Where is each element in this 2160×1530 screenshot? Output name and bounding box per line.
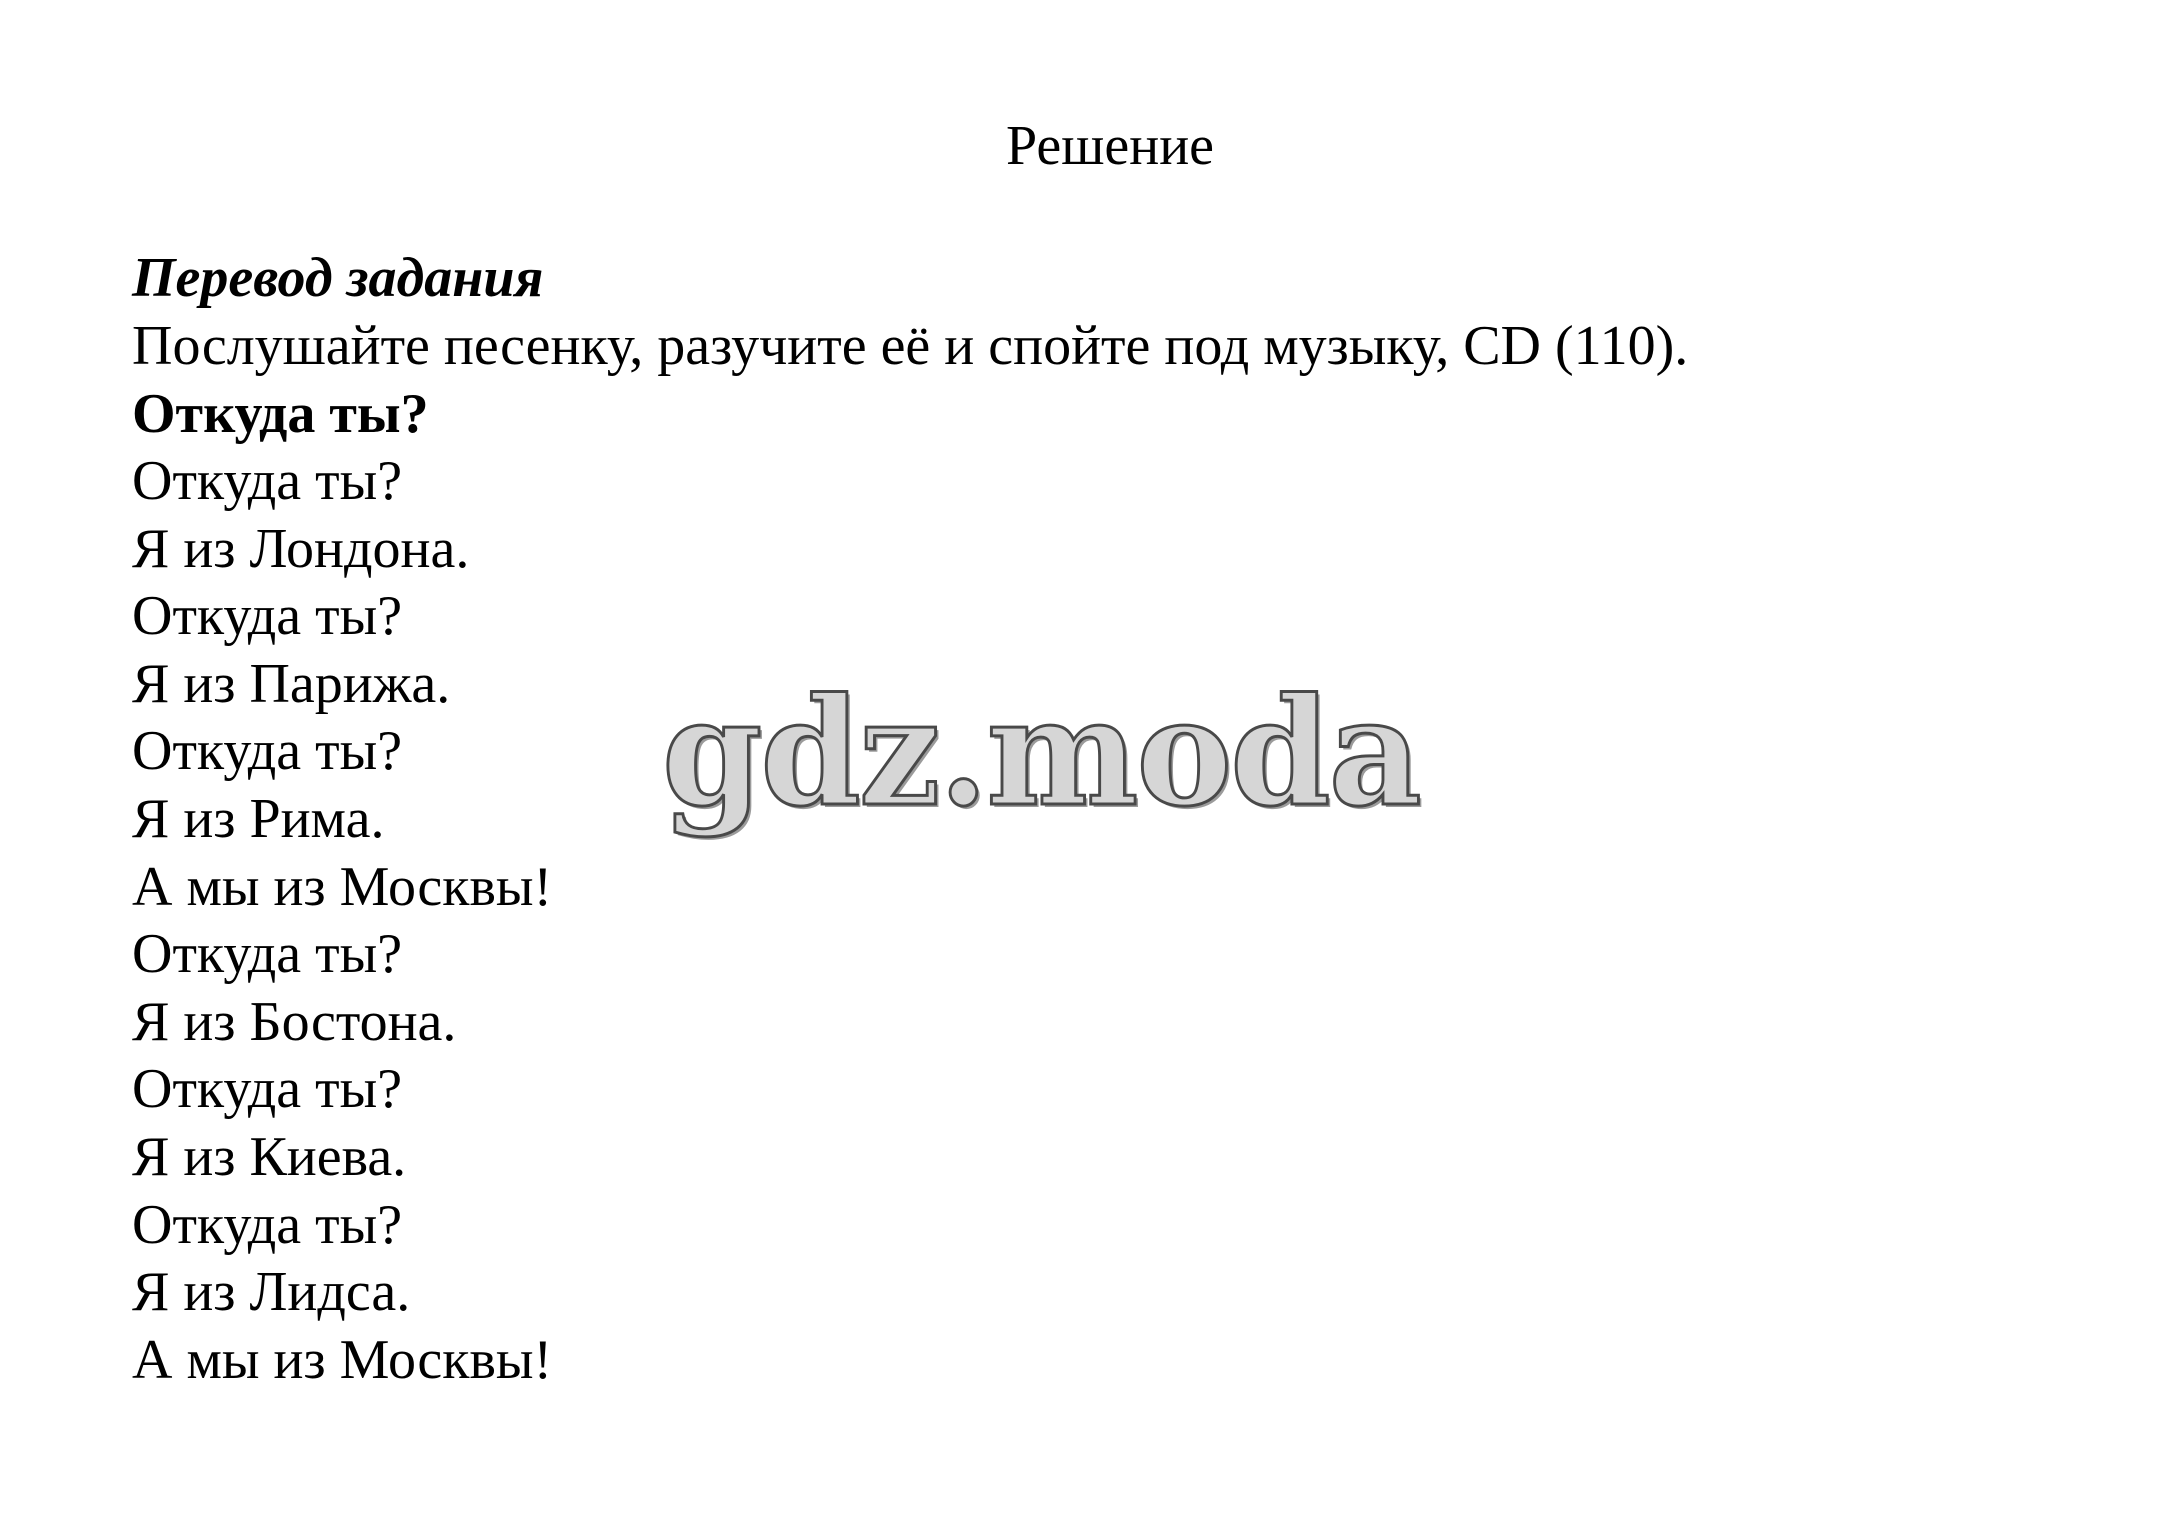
page-title: Решение (1005, 115, 1215, 177)
section-heading: Перевод задания (132, 247, 544, 309)
song-line: Откуда ты? (132, 585, 403, 648)
song-line: Я из Рима. (132, 787, 385, 850)
song-line: Я из Киева. (132, 1125, 407, 1188)
song-line: Я из Лондона. (132, 517, 470, 580)
song-line: Откуда ты? (132, 450, 403, 512)
song-line: А мы из Москвы! (132, 1328, 553, 1391)
song-line: Откуда ты? (132, 923, 403, 986)
song-lyrics (132, 448, 1688, 1394)
song-line: Откуда ты? (132, 1193, 403, 1256)
task-text: Послушайте песенку, разучите её и спойте под музыку, CD (110). (132, 315, 1689, 377)
song-line: Откуда ты? (132, 720, 403, 783)
song-title: Откуда ты? (132, 383, 429, 445)
song-line: Откуда ты? (132, 1058, 403, 1121)
watermark-logo: gdz.moda (662, 665, 1420, 839)
song-line: Я из Парижа. (132, 652, 451, 715)
song-line: Я из Лидса. (132, 1261, 411, 1324)
song-line: А мы из Москвы! (132, 855, 553, 918)
song-line: Я из Бостона. (132, 990, 457, 1053)
